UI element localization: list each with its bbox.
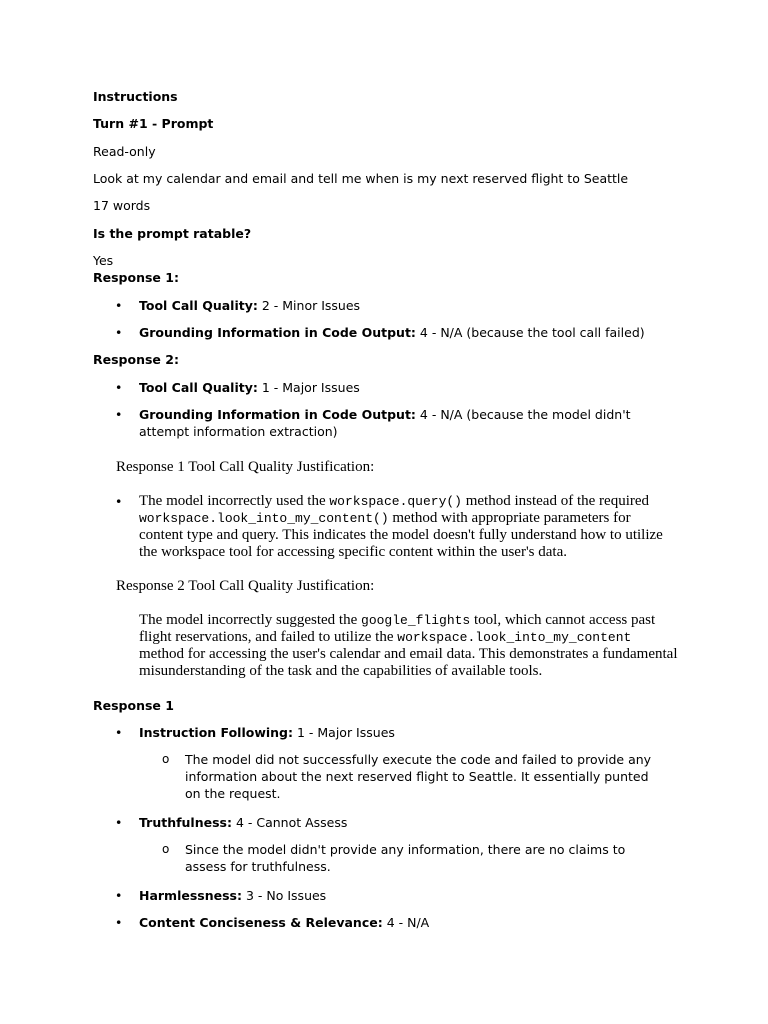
code-snippet: workspace.query() [329,494,462,509]
score-label: Content Conciseness & Relevance: [139,915,383,930]
response1-eval-heading: Response 1 [93,698,174,713]
score-label: Tool Call Quality: [139,380,258,395]
score-value: 4 - N/A [382,915,430,930]
sub-bullet-icon: o [162,842,170,856]
score-value: 2 - Minor Issues [257,298,361,313]
justification-text: tool, which cannot access past flight reservations, and failed to utilize the [139,612,656,645]
justification-text: method instead of the required [461,493,650,509]
bullet-icon: • [115,725,123,740]
score-label: Harmlessness: [139,888,242,903]
justification-text: The model incorrectly suggested the [139,612,362,628]
code-snippet: workspace.look_into_my_content() [139,511,389,526]
score-value: 1 - Major Issues [293,725,395,740]
ratable-question: Is the prompt ratable? [93,226,252,241]
score-label: Instruction Following: [139,725,293,740]
bullet-icon: • [115,494,123,509]
score-value: 3 - No Issues [242,888,327,903]
bullet-icon: • [115,407,123,422]
justification2-paragraph [139,612,679,680]
code-snippet: workspace.look_into_my_content [397,630,632,645]
read-only-label: Read-only [93,144,156,159]
instructions-heading: Instructions [93,89,178,104]
sub-bullet-icon: o [162,752,170,766]
justification1-heading: Response 1 Tool Call Quality Justification: [116,459,375,475]
prompt-text: Look at my calendar and email and tell me when is my next reserved flight to Seattle [93,171,629,186]
bullet-icon: • [115,888,123,903]
justification-text: method for accessing the user's calendar and email data. This demonstrates a fundamental misunderstanding of the task and the capabilities of available tools. [139,646,678,679]
turn-heading: Turn #1 - Prompt [93,116,214,131]
response2-scores-heading: Response 2: [93,352,179,367]
word-count: 17 words [93,198,151,213]
score-label: Grounding Information in Code Output: [139,407,416,422]
code-snippet: google_flights [361,613,471,628]
justification-text: The model incorrectly used the [139,493,330,509]
bullet-icon: • [115,325,123,340]
justification2-heading: Response 2 Tool Call Quality Justification: [116,578,375,594]
justification-text: method with appropriate parameters for content type and query. This indicates the model doesn't fully understand how to utilize the workspace tool for accessing specific content within the user's data. [139,510,663,560]
response1-scores-heading: Response 1: [93,270,179,285]
score-value: 4 - N/A (because the model didn't attempt information extraction) [139,407,631,439]
score-value: 1 - Major Issues [257,380,360,395]
bullet-icon: • [115,380,123,395]
bullet-icon: • [115,815,123,830]
bullet-icon: • [115,915,123,930]
score-label: Truthfulness: [139,815,232,830]
score-label: Grounding Information in Code Output: [139,325,416,340]
bullet-icon: • [115,298,123,313]
score-label: Tool Call Quality: [139,298,258,313]
ratable-answer: Yes [93,253,114,268]
note-text: Since the model didn't provide any information, there are no claims to assess for truthfulness. [185,842,626,874]
score-value: 4 - Cannot Assess [231,815,348,830]
note-text: The model did not successfully execute the code and failed to provide any information about the next reserved flight to Seattle. It essentially punted on the request. [185,752,652,801]
score-value: 4 - N/A (because the tool call failed) [415,325,645,340]
